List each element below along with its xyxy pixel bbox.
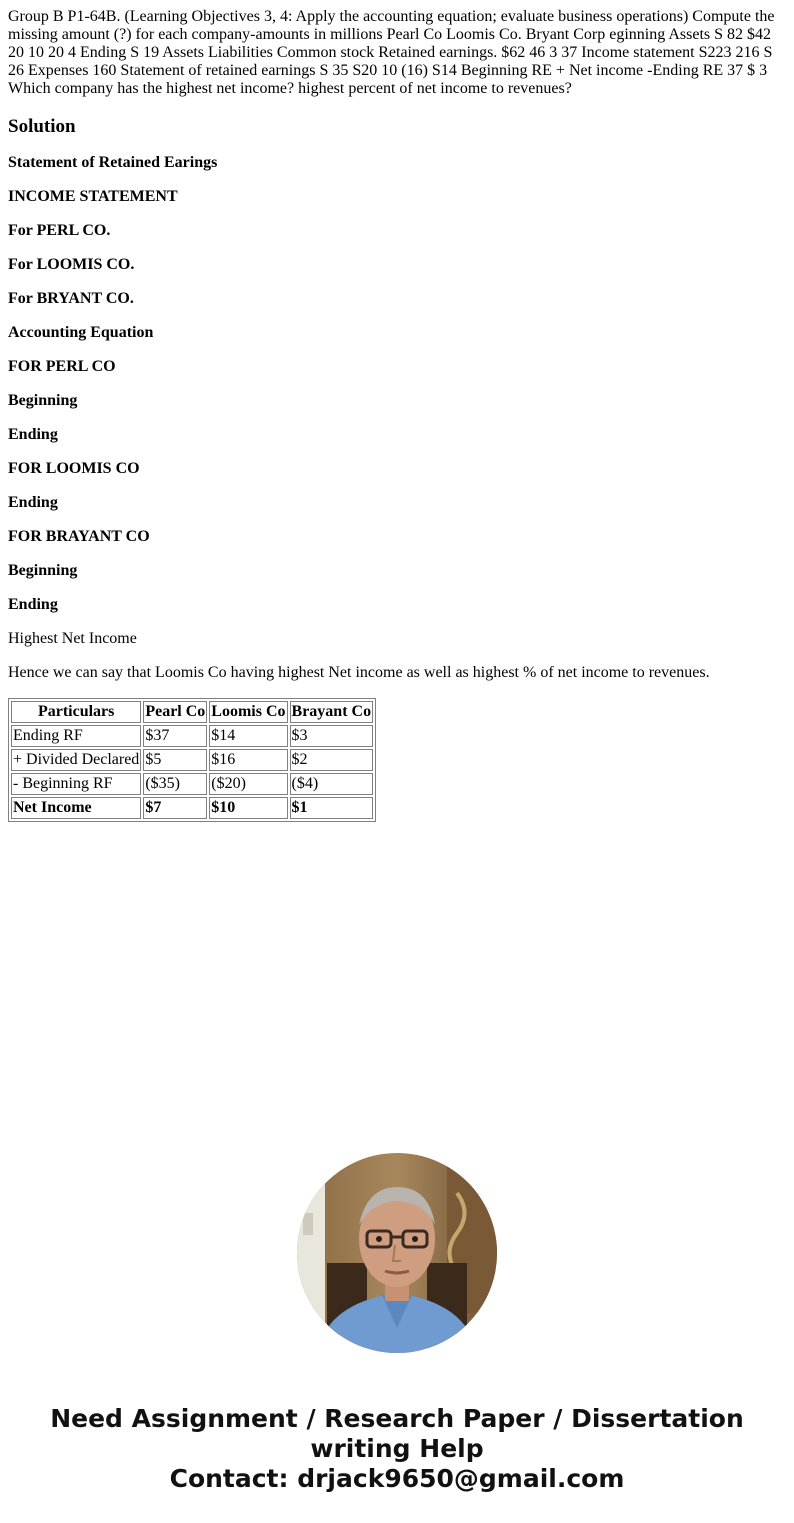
section-heading: FOR PERL CO	[8, 358, 116, 375]
table-cell: - Beginning RF	[11, 773, 141, 795]
question-text: Group B P1-64B. (Learning Objectives 3, 4: Apply the accounting equation; evaluate business operations) Compute the missing amount (?) for each company-amounts in millions Pearl Co Loomis Co. Bryant Corp eginning Assets S 82 $42 20 10 20 4 Ending S 19 Assets Liabilities Common stock Retained earnings. $62 46 3 37 Income statement S223 216 S 26 Expenses 160 Statement of retained earnings S 35 S20 10 (16) S14 Beginning RE + Net income -Ending RE 37 $ 3 Which company has the highest net income? highest percent of net income to revenues?	[8, 8, 775, 97]
cta-line: writing Help	[310, 1434, 484, 1463]
section-heading: FOR LOOMIS CO	[8, 460, 140, 477]
section-heading: For BRYANT CO.	[8, 290, 134, 307]
section-heading: Beginning	[8, 562, 78, 579]
table-cell: Net Income	[11, 797, 141, 819]
section-heading: INCOME STATEMENT	[8, 188, 178, 205]
contact-banner	[0, 1404, 794, 1494]
section-heading: For PERL CO.	[8, 222, 111, 239]
table-cell: ($20)	[209, 773, 287, 795]
table-cell: $5	[143, 749, 207, 771]
author-portrait	[297, 1153, 497, 1353]
highest-label: Highest Net Income	[8, 630, 137, 647]
retained-earnings-table	[8, 698, 376, 822]
cta-contact-line: Contact: drjack9650@gmail.com	[169, 1464, 625, 1493]
avatar	[297, 1153, 497, 1353]
table-row	[11, 725, 373, 747]
table-cell: $16	[209, 749, 287, 771]
column-header: Brayant Co	[290, 701, 374, 723]
table-row	[11, 773, 373, 795]
table-cell: $10	[209, 797, 287, 819]
table-cell: Ending RF	[11, 725, 141, 747]
cta-line: Need Assignment / Research Paper / Dissertation	[50, 1404, 744, 1433]
column-header: Particulars	[11, 701, 141, 723]
section-heading: Ending	[8, 494, 58, 511]
table-cell: ($35)	[143, 773, 207, 795]
table-cell: ($4)	[290, 773, 374, 795]
conclusion-text: Hence we can say that Loomis Co having highest Net income as well as highest % of net income to revenues.	[8, 664, 710, 681]
solution-heading: Solution	[8, 116, 76, 137]
table-cell: $1	[290, 797, 374, 819]
section-heading: Statement of Retained Earings	[8, 154, 218, 171]
table-cell: $37	[143, 725, 207, 747]
table-header-row	[11, 701, 373, 723]
section-heading: For LOOMIS CO.	[8, 256, 135, 273]
column-header: Pearl Co	[143, 701, 207, 723]
table-cell: $7	[143, 797, 207, 819]
document-body	[8, 8, 786, 822]
table-cell: $14	[209, 725, 287, 747]
table-cell: + Divided Declared	[11, 749, 141, 771]
section-heading: Ending	[8, 596, 58, 613]
table-row	[11, 749, 373, 771]
section-heading: Beginning	[8, 392, 78, 409]
table-total-row	[11, 797, 373, 819]
section-heading: Accounting Equation	[8, 324, 154, 341]
table-cell: $2	[290, 749, 374, 771]
section-heading: FOR BRAYANT CO	[8, 528, 150, 545]
table-cell: $3	[290, 725, 374, 747]
section-heading: Ending	[8, 426, 58, 443]
column-header: Loomis Co	[209, 701, 287, 723]
